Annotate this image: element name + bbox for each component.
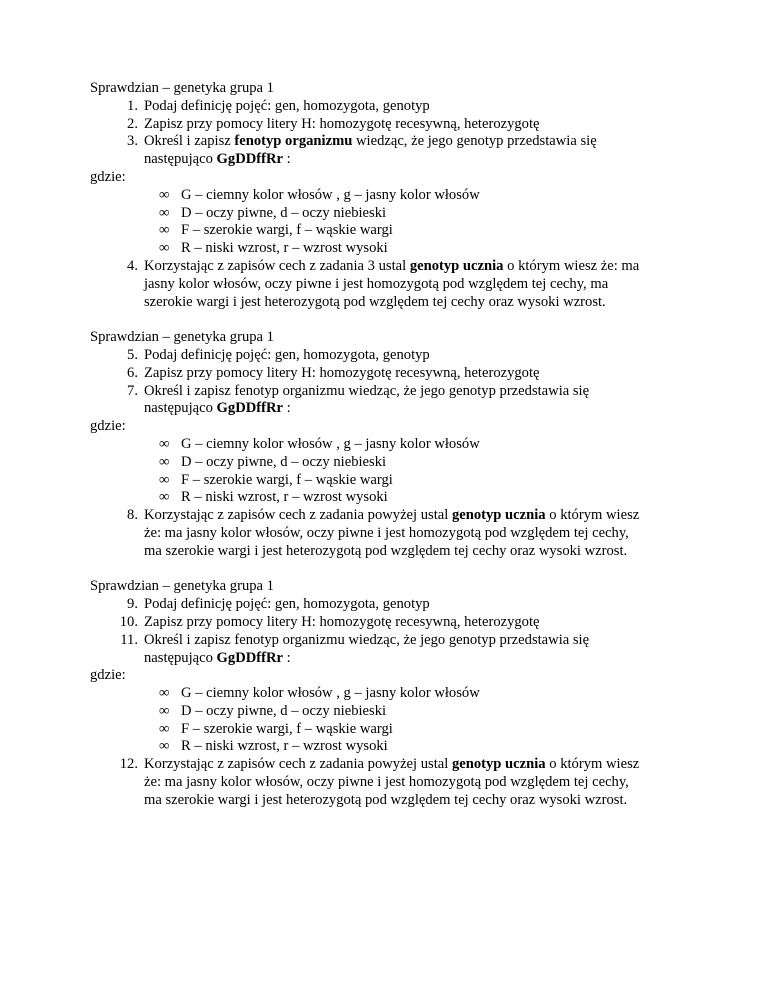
question-text-part: : [283, 649, 291, 666]
question-number: 7. [127, 382, 138, 399]
question-text-part: następująco [144, 151, 217, 168]
trait-text: G – ciemny kolor włosów , g – jasny kolor włosów [181, 685, 480, 702]
question-7 [90, 383, 690, 419]
trait-text: G – ciemny kolor włosów , g – jasny kolor włosów [181, 186, 480, 203]
question-number: 1. [127, 97, 138, 114]
question-text [144, 756, 690, 809]
where-label: gdzie: [90, 418, 126, 435]
where-label: gdzie: [90, 168, 126, 185]
question-text-line: jasny kolor włosów, oczy piwne i jest homozygotą pod względem tej cechy, ma [144, 275, 609, 292]
question-text-bold: genotyp ucznia [409, 257, 504, 274]
question-text-part: o którym wiesz że: ma [503, 257, 640, 274]
trait-item [90, 222, 690, 240]
infinity-bullet-icon: ∞ [159, 204, 170, 221]
question-number: 3. [127, 133, 138, 150]
question-text-bold: genotyp ucznia [451, 507, 546, 524]
question-text [144, 507, 690, 560]
genotype-code: GgDDffRr [216, 400, 284, 417]
question-10 [90, 614, 690, 632]
trait-text: D – oczy piwne, d – oczy niebieski [181, 204, 387, 221]
question-text-bold: fenotyp organizmu [234, 133, 353, 150]
infinity-bullet-icon: ∞ [159, 222, 170, 239]
question-text-part: Korzystając z zapisów cech z zadania powyżej ustal [144, 756, 452, 773]
test-section-3 [90, 578, 690, 809]
question-text-part: Korzystając z zapisów cech z zadania powyżej ustal [144, 507, 452, 524]
question-5 [90, 347, 690, 365]
question-text: Zapisz przy pomocy litery H: homozygotę recesywną, heterozygotę [144, 364, 540, 381]
trait-text: R – niski wzrost, r – wzrost wysoki [181, 489, 388, 506]
question-text: Podaj definicję pojęć: gen, homozygota, genotyp [144, 97, 430, 114]
infinity-bullet-icon: ∞ [159, 685, 170, 702]
trait-text: R – niski wzrost, r – wzrost wysoki [181, 240, 388, 257]
question-text-line: że: ma jasny kolor włosów, oczy piwne i jest homozygotą pod względem tej cechy, [144, 774, 629, 791]
question-number: 10. [119, 613, 138, 630]
infinity-bullet-icon: ∞ [159, 186, 170, 203]
question-text-part: następująco [144, 400, 217, 417]
infinity-bullet-icon: ∞ [159, 435, 170, 452]
question-2 [90, 116, 690, 134]
section-title: Sprawdzian – genetyka grupa 1 [90, 80, 274, 96]
question-text-line: że: ma jasny kolor włosów, oczy piwne i jest homozygotą pod względem tej cechy, [144, 524, 629, 541]
infinity-bullet-icon: ∞ [159, 240, 170, 257]
question-6 [90, 365, 690, 383]
trait-item [90, 187, 690, 205]
question-text-line: szerokie wargi i jest heterozygotą pod względem tej cechy oraz wysoki wzrost. [144, 293, 606, 310]
trait-text: R – niski wzrost, r – wzrost wysoki [181, 738, 388, 755]
trait-item [90, 685, 690, 703]
question-text-part: o którym wiesz [545, 507, 640, 524]
question-text-line: ma szerokie wargi i jest heterozygotą pod względem tej cechy oraz wysoki wzrost. [144, 791, 628, 808]
question-text: Zapisz przy pomocy litery H: homozygotę recesywną, heterozygotę [144, 115, 540, 132]
question-number: 5. [127, 346, 138, 363]
question-text-part: : [283, 151, 291, 168]
genotype-code: GgDDffRr [216, 649, 284, 666]
question-1 [90, 98, 690, 116]
trait-text: D – oczy piwne, d – oczy niebieski [181, 702, 387, 719]
question-text-part: następująco [144, 649, 217, 666]
question-11 [90, 632, 690, 668]
infinity-bullet-icon: ∞ [159, 738, 170, 755]
infinity-bullet-icon: ∞ [159, 489, 170, 506]
trait-item [90, 436, 690, 454]
question-number: 12. [119, 756, 138, 773]
infinity-bullet-icon: ∞ [159, 702, 170, 719]
question-4 [90, 258, 690, 311]
question-text-part: : [283, 400, 291, 417]
genotype-code: GgDDffRr [216, 151, 284, 168]
trait-item [90, 205, 690, 223]
infinity-bullet-icon: ∞ [159, 453, 170, 470]
question-text-part: wiedząc, że jego genotyp przedstawia się [352, 133, 597, 150]
question-text-part: Określ i zapisz fenotyp organizmu wiedząc, że jego genotyp przedstawia się [144, 631, 590, 648]
question-number: 8. [127, 507, 138, 524]
trait-item [90, 472, 690, 490]
question-text [144, 383, 690, 419]
question-text [144, 133, 690, 169]
question-text-bold: genotyp ucznia [451, 756, 546, 773]
question-text: Podaj definicję pojęć: gen, homozygota, genotyp [144, 346, 430, 363]
question-text-line: ma szerokie wargi i jest heterozygotą pod względem tej cechy oraz wysoki wzrost. [144, 542, 628, 559]
section-title: Sprawdzian – genetyka grupa 1 [90, 329, 274, 346]
question-number: 4. [127, 257, 138, 274]
trait-item [90, 721, 690, 739]
trait-item [90, 454, 690, 472]
question-text-part: Określ i zapisz [144, 133, 235, 150]
document [90, 80, 690, 827]
where-label: gdzie: [90, 667, 126, 684]
question-text [144, 258, 690, 311]
question-3 [90, 133, 690, 169]
trait-text: G – ciemny kolor włosów , g – jasny kolor włosów [181, 435, 480, 452]
trait-item [90, 703, 690, 721]
question-text-part: o którym wiesz [545, 756, 640, 773]
test-section-1 [90, 80, 690, 311]
infinity-bullet-icon: ∞ [159, 471, 170, 488]
question-number: 2. [127, 115, 138, 132]
question-9 [90, 596, 690, 614]
test-section-2 [90, 329, 690, 560]
question-text-part: Korzystając z zapisów cech z zadania 3 ustal [144, 257, 410, 274]
question-number: 11. [120, 631, 138, 648]
question-8 [90, 507, 690, 560]
trait-item [90, 738, 690, 756]
question-text [144, 632, 690, 668]
question-number: 9. [127, 596, 138, 613]
infinity-bullet-icon: ∞ [159, 720, 170, 737]
question-number: 6. [127, 364, 138, 381]
trait-text: D – oczy piwne, d – oczy niebieski [181, 453, 387, 470]
trait-item [90, 240, 690, 258]
trait-text: F – szerokie wargi, f – wąskie wargi [181, 471, 393, 488]
question-12 [90, 756, 690, 809]
trait-item [90, 489, 690, 507]
question-text: Zapisz przy pomocy litery H: homozygotę recesywną, heterozygotę [144, 613, 540, 630]
trait-text: F – szerokie wargi, f – wąskie wargi [181, 222, 393, 239]
section-title: Sprawdzian – genetyka grupa 1 [90, 578, 274, 595]
question-text-part: Określ i zapisz fenotyp organizmu wiedząc, że jego genotyp przedstawia się [144, 382, 590, 399]
question-text: Podaj definicję pojęć: gen, homozygota, genotyp [144, 596, 430, 613]
trait-text: F – szerokie wargi, f – wąskie wargi [181, 720, 393, 737]
